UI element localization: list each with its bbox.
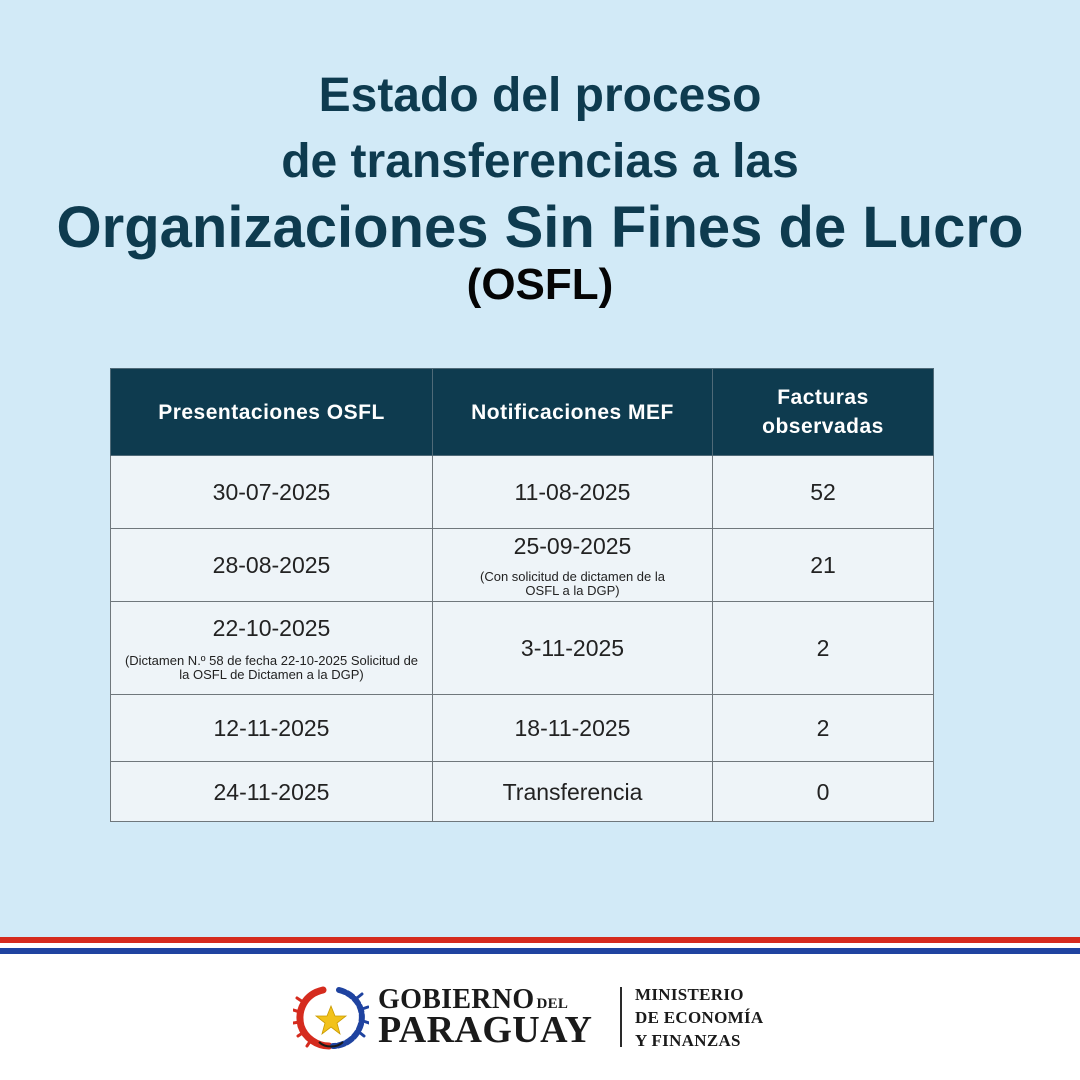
ministerio-line-2: DE ECONOMÍA [635,1008,764,1027]
osfl-status-table [110,368,934,822]
paraguay-wordmark: PARAGUAY [378,1009,593,1051]
presentacion-date: 24-11-2025 [213,778,330,805]
facturas-count: 21 [810,552,836,578]
title-line-1: Estado del proceso [318,69,762,122]
logo-divider [620,987,622,1047]
cell-notificacion [433,695,713,762]
notificacion-date: 25-09-2025 [513,533,632,559]
presentacion-date: 30-07-2025 [212,479,331,505]
cell-presentacion [111,602,433,695]
table-row [111,529,934,602]
ministerio-line-3: Y FINANZAS [635,1031,741,1050]
notificacion-status: Transferencia [502,778,643,805]
cell-facturas [713,529,934,602]
cell-facturas [713,695,934,762]
title-acronym: (OSFL) [466,260,614,309]
cell-notificacion [433,762,713,822]
cell-notificacion [433,529,713,602]
table-header-row [111,369,934,456]
presentacion-date: 28-08-2025 [212,552,331,578]
notificacion-note: (Con solicitud de dictamen de la OSFL a la DGP) [480,569,665,598]
facturas-count: 2 [816,635,830,661]
cell-facturas [713,456,934,529]
cell-notificacion [433,602,713,695]
cell-presentacion [111,695,433,762]
presentacion-date: 12-11-2025 [213,715,330,741]
notificacion-date: 11-08-2025 [514,479,631,505]
facturas-count: 2 [816,715,830,741]
cell-presentacion [111,529,433,602]
cell-presentacion [111,456,433,529]
header-facturas-label: Facturas observadas [762,386,884,438]
table-row [111,695,934,762]
del-text: DEL [536,996,569,1012]
presentacion-note: (Dictamen N.º 58 de fecha 22-10-2025 Solicitud de la OSFL de Dictamen a la DGP) [124,653,419,682]
presentacion-date: 22-10-2025 [212,615,331,641]
header-facturas [713,369,934,456]
title-line-2: de transferencias a las [281,135,799,188]
cell-presentacion [111,762,433,822]
title-line-3: Organizaciones Sin Fines de Lucro [56,195,1024,260]
ministerio-line-1: MINISTERIO [635,985,744,1004]
facturas-count: 52 [810,479,836,505]
table-row [111,456,934,529]
notificacion-date: 18-11-2025 [514,715,631,741]
header-notificaciones: Notificaciones MEF [433,369,713,456]
facturas-count: 0 [816,778,830,805]
cell-facturas [713,762,934,822]
cell-facturas [713,602,934,695]
gobierno-text: GOBIERNO [378,984,535,1015]
table-row [111,602,934,695]
table-row [111,762,934,822]
header-presentaciones: Presentaciones OSFL [111,369,433,456]
notificacion-date: 3-11-2025 [520,635,625,661]
cell-notificacion [433,456,713,529]
paraguay-seal-icon [293,984,369,1050]
